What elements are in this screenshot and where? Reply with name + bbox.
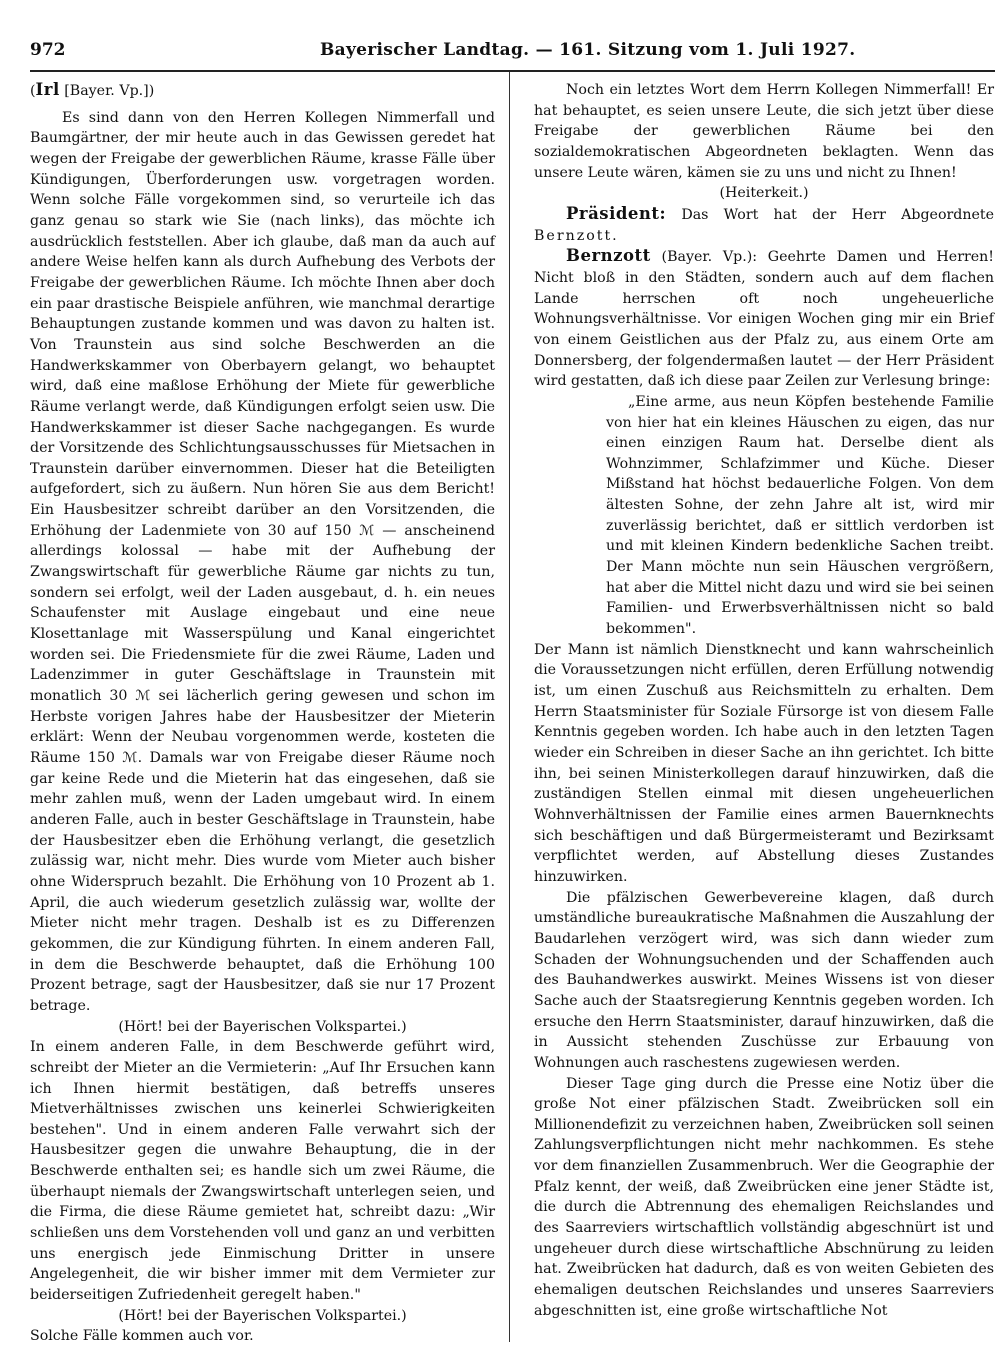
president-label: Präsident: <box>566 203 667 223</box>
interjection: (Hört! bei der Bayerischen Volkspartei.) <box>118 1018 407 1035</box>
speech-opening <box>534 246 994 392</box>
speaker-name: Irl <box>35 80 60 99</box>
president-called-name: Bernzott. <box>534 227 619 244</box>
paragraph: In einem anderen Falle, in dem Beschwerde geführt wird, schreibt der Mieter an die Vermieterin: „Auf Ihr Ersuchen kann ich Ihnen hiermit bestätigen, daß betreffs unseres Mietverhältnisses zwischen uns keinerlei Schwierigkeiten bestehen". Und in einem anderen Falle verwahrt sich der Hausbesitzer gegen die unwahre Behauptung, die in der Beschwerde enthalten sei; es handle sich um zwei Räume, die überhaupt niemals der Zwangswirtschaft unterlegen seien, und die Firma, die diese Räume gemietet hat, schreibt dazu: „Wir schließen uns dem Vorstehenden voll und ganz an und verbitten uns energisch jede Einmischung Dritter in unsere Angelegenheit, die wir bisher immer mit dem Vermieter zur beiderseitigen Zufriedenheit geregelt haben." <box>30 1039 495 1304</box>
column-divider <box>509 72 510 1342</box>
speaker-party: [Bayer. Vp.]) <box>64 83 155 99</box>
paragraph: Dieser Tage ging durch die Presse eine Notiz über die große Not einer pfälzischen Stadt. Zweibrücken soll ein Millionendefizit zu verzeichnen haben, Zweibrücken soll seinen Zahlungsverpflichtungen nicht mehr nachkommen. Es stehe vor dem finanziellen Zusammenbruch. Wer die Geographie der Pfalz kennt, der weiß, daß Zweibrücken eine jener Städte ist, die durch die Abtrennung des ehemaligen Reichslandes und des Saarreviers wirtschaftlich vollständig abgeschnürt ist und ungeheuer durch diese wirtschaftliche Abschnürung zu leiden hat. Zweibrücken hat dadurch, daß es von weiten Gebieten des ehemaligen deutschen Reichslandes und unseres Saarreviers abgeschnitten ist, eine große wirtschaftliche Not <box>534 1075 994 1319</box>
page-header <box>30 40 995 64</box>
right-column <box>534 80 994 1321</box>
letter-quote <box>606 392 994 640</box>
quote-text: „Eine arme, aus neun Köpfen bestehende Familie von hier hat ein kleines Häuschen zu eigen, das nur einen einzigen Raum hat. Derselbe dient als Wohnzimmer, Schlafzimmer und Küche. Dieser Mißstand hat höchst bedauerliche Folgen. Von dem ältesten Sohne, der zehn Jahre alt ist, wird mir zuverlässig berichtet, daß er sittlich verdorben ist und mit kleinen Kindern bedenkliche Sachen treibt. Der Mann möchte nun sein Häuschen vergrößern, hat aber die Mittel nicht dazu und wird sie bei seinen Familien- und Erwerbsverhältnissen nicht so bald bekommen". <box>606 393 994 638</box>
paragraph: Die pfälzischen Gewerbevereine klagen, daß durch umständliche bureaukratische Maßnahmen die Auszahlung der Baudarlehen verzögert wird, was sich dann wieder zum Schaden der Wohnungsuchenden und der Schaffenden auch des Bauhandwerkes auswirkt. Meines Wissens ist von dieser Sache auch der Staatsregierung Kenntnis gegeben worden. Ich ersuche den Herrn Staatsminister, darauf hinzuwirken, daß die in Aussicht stehenden Zuschüsse zur Erbauung von Wohnungen auch raschestens zugewiesen werden. <box>534 889 994 1071</box>
speech-text: (Bayer. Vp.): Geehrte Damen und Herren! Nicht bloß in den Städten, sondern auch auf dem flachen Lande herrschen oft noch ungeheuerliche Wohnungsverhältnisse. Vor einigen Wochen ging mir ein Brief von einem Geistlichen aus der Pfalz zu, aus einem Orte am Donnersberg, der folgendermaßen lautet — der Herr Präsident wird gestatten, daß ich diese paar Zeilen zur Verlesung bringe: <box>534 249 994 390</box>
paragraph: Noch ein letztes Wort dem Herrn Kollegen Nimmerfall! Er hat behauptet, es seien unsere Leute, die sich jetzt über diese Freigabe der gewerblichen Räume bei den sozialdemokratischen Abgeordneten beklagten. Wenn das unsere Leute wären, kämen sie zu uns und nicht zu Ihnen! <box>534 82 994 181</box>
interjection: (Heiterkeit.) <box>719 185 809 202</box>
president-statement <box>534 204 994 246</box>
paragraph: Der Mann ist nämlich Dienstknecht und kann wahrscheinlich die Voraussetzungen nicht erfüllen, deren Erfüllung notwendig ist, um einen Zuschuß aus Reichsmitteln zu erhalten. Dem Herrn Staatsminister für Soziale Fürsorge ist von diesem Falle Kenntnis gegeben worden. Ich habe auch in den letzten Tagen wieder ein Schreiben in dieser Sache an ihn gerichtet. Ich bitte ihn, bei seinen Ministerkollegen darauf hinzuwirken, daß die zuständigen Stellen einmal mit diesen ungeheuerlichen Wohnverhältnissen der Familie eines armen Bauernknechts sich beschäftigen und daß Bürgermeisteramt und Bezirksamt verpflichtet werden, auf Abstellung dieses Zustandes hinzuwirken. <box>534 641 994 885</box>
speaker-name: Bernzott <box>566 246 651 266</box>
paragraph: Es sind dann von den Herren Kollegen Nimmerfall und Baumgärtner, der mir heute auch in das Gewissen geredet hat wegen der Freigabe der gewerblichen Räume, krasse Fälle über Kündigungen, Überforderungen usw. vorgetragen worden. Wenn solche Fälle vorgekommen sind, so verurteile ich das ganz genau so stark wie Sie (nach links), das möchte ich ausdrücklich feststellen. Aber ich glaube, daß man da auch auf andere Weise helfen kann als durch Aufhebung des Verbots der Freigabe der gewerblichen Räume. Ich möchte Ihnen aber doch ein paar drastische Beispiele anführen, wie manchmal derartige Behauptungen zustande kommen und was davon zu halten ist. Von Traunstein aus sind solche Beschwerden an die Handwerkskammer von Oberbayern gelangt, wo behauptet wird, daß eine maßlose Erhöhung der Miete für gewerbliche Räume verlangt werde, daß Kündigungen erfolgt seien usw. Die Handwerkskammer ist dieser Sache nachgegangen. Es wurde der Vorsitzende des Schlichtungsausschusses für Mietsachen in Traunstein darüber einvernommen. Dieser hat die Beteiligten aufgefordert, sich zu äußern. Nun hören Sie aus dem Bericht! Ein Hausbesitzer schreibt darüber an den Vorsitzenden, die Erhöhung der Ladenmiete von 30 auf 150 ℳ — anscheinend allerdings kolossal — habe mit der Aufhebung der Zwangswirtschaft für gewerbliche Räume gar nichts zu tun, sondern sei erfolgt, weil der Laden ausgebaut, d. h. ein neues Schaufenster mit Auslage eingebaut und eine neue Klosettanlage mit Wasserspülung und Kanal eingerichtet worden sei. Die Friedensmiete für die zwei Räume, Laden und Ladenzimmer in guter Geschäftslage in Traunstein mit monatlich 30 ℳ sei lächerlich gering gewesen und schon im Herbste vorigen Jahres habe der Hausbesitzer der Mieterin erklärt: Wenn der Neubau vorgenommen werde, kosteten die Räume 150 ℳ. Damals war von Freigabe dieser Räume noch gar keine Rede und die Mieterin hat das eingesehen, daß sie mehr zahlen muß, wenn der Laden umgebaut wird. In einem anderen Falle, auch in bester Geschäftslage in Traunstein, habe der Hausbesitzer eben die Erhöhung verlangt, die gesetzlich zulässig war, nicht mehr. Dies wurde vom Mieter auch bisher ohne Widerspruch bezahlt. Die Erhöhung von 10 Prozent ab 1. April, die auch wiederum gesetzlich zulässig war, wollte der Mieter nicht mehr tragen. Deshalb ist es zu Differenzen gekommen, die zur Kündigung führten. In einem anderen Fall, in dem die Beschwerde behauptet, daß die Erhöhung 100 Prozent betrage, sagt der Hausbesitzer, daß sie nur 17 Prozent betrage. <box>30 109 495 1014</box>
running-title: Bayerischer Landtag. — 161. Sitzung vom 1. Juli 1927. <box>320 40 856 60</box>
left-column <box>30 80 495 1347</box>
paragraph: Solche Fälle kommen auch vor. <box>30 1328 254 1345</box>
page-number: 972 <box>30 40 66 60</box>
interjection: (Hört! bei der Bayerischen Volkspartei.) <box>118 1307 407 1324</box>
header-rule <box>30 70 995 72</box>
speaker-line: (Irl [Bayer. Vp.]) <box>30 80 155 99</box>
president-text: Das Wort hat der Herr Abgeordnete <box>681 206 994 223</box>
